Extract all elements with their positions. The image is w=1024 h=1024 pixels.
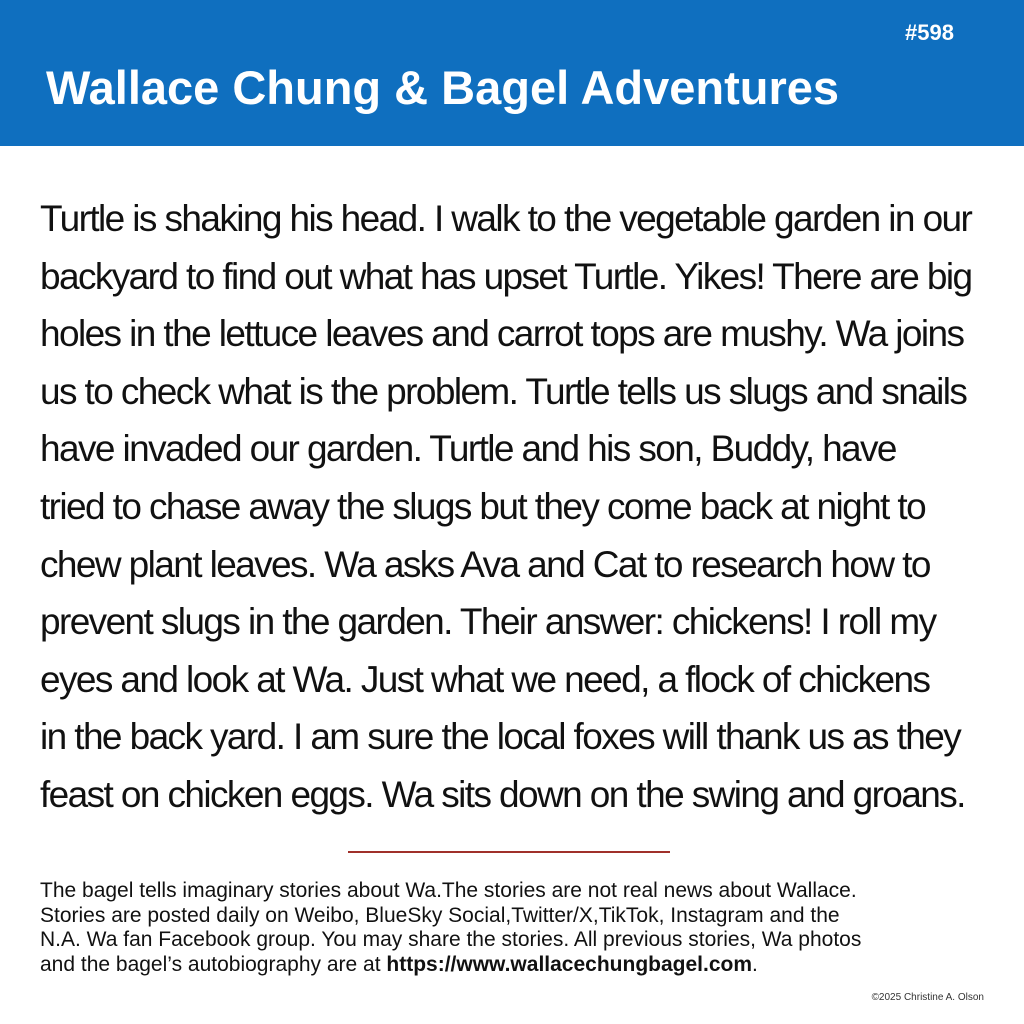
story-line: Turtle is shaking his head. I walk to the vegetable garden in our <box>40 198 972 239</box>
story-line: in the back yard. I am sure the local foxes will thank us as they <box>40 716 961 758</box>
page-title: Wallace Chung & Bagel Adventures <box>46 61 840 114</box>
copyright-notice: ©2025 Christine A. Olson <box>871 992 984 1003</box>
story-number: #598 <box>905 20 954 45</box>
story-line: have invaded our garden. Turtle and his son, Buddy, have <box>40 428 896 470</box>
footer-line: Stories are posted daily on Weibo, BlueSky Social,Twitter/X,TikTok, Instagram and the <box>40 903 840 927</box>
divider <box>348 851 670 853</box>
story-line: prevent slugs in the garden. Their answer: chickens! I roll my <box>40 601 936 643</box>
footer-line: N.A. Wa fan Facebook group. You may share the stories. All previous stories, Wa photos <box>40 928 862 951</box>
footer-line-last <box>40 953 990 978</box>
header-banner <box>0 0 1024 146</box>
story-line: feast on chicken eggs. Wa sits down on the swing and groans. <box>40 773 965 815</box>
story-line: us to check what is the problem. Turtle tells us slugs and snails <box>40 370 967 412</box>
footer-line: The bagel tells imaginary stories about Wa.The stories are not real news about Wallace. <box>40 879 857 902</box>
story-line: tried to chase away the slugs but they come back at night to <box>40 485 926 527</box>
story-text <box>40 190 1002 824</box>
story-line: backyard to find out what has upset Turtle. Yikes! There are big <box>40 255 972 297</box>
footer-period: . <box>752 952 758 976</box>
website-link[interactable]: https://www.wallacechungbagel.com <box>386 952 753 976</box>
story-line: holes in the lettuce leaves and carrot tops are mushy. Wa joins <box>40 313 964 355</box>
footer-text: and the bagel’s autobiography are at <box>40 952 387 976</box>
story-line: chew plant leaves. Wa asks Ava and Cat to research how to <box>40 543 930 585</box>
footer-notice <box>40 879 990 977</box>
story-line: eyes and look at Wa. Just what we need, a flock of chickens <box>40 658 930 700</box>
